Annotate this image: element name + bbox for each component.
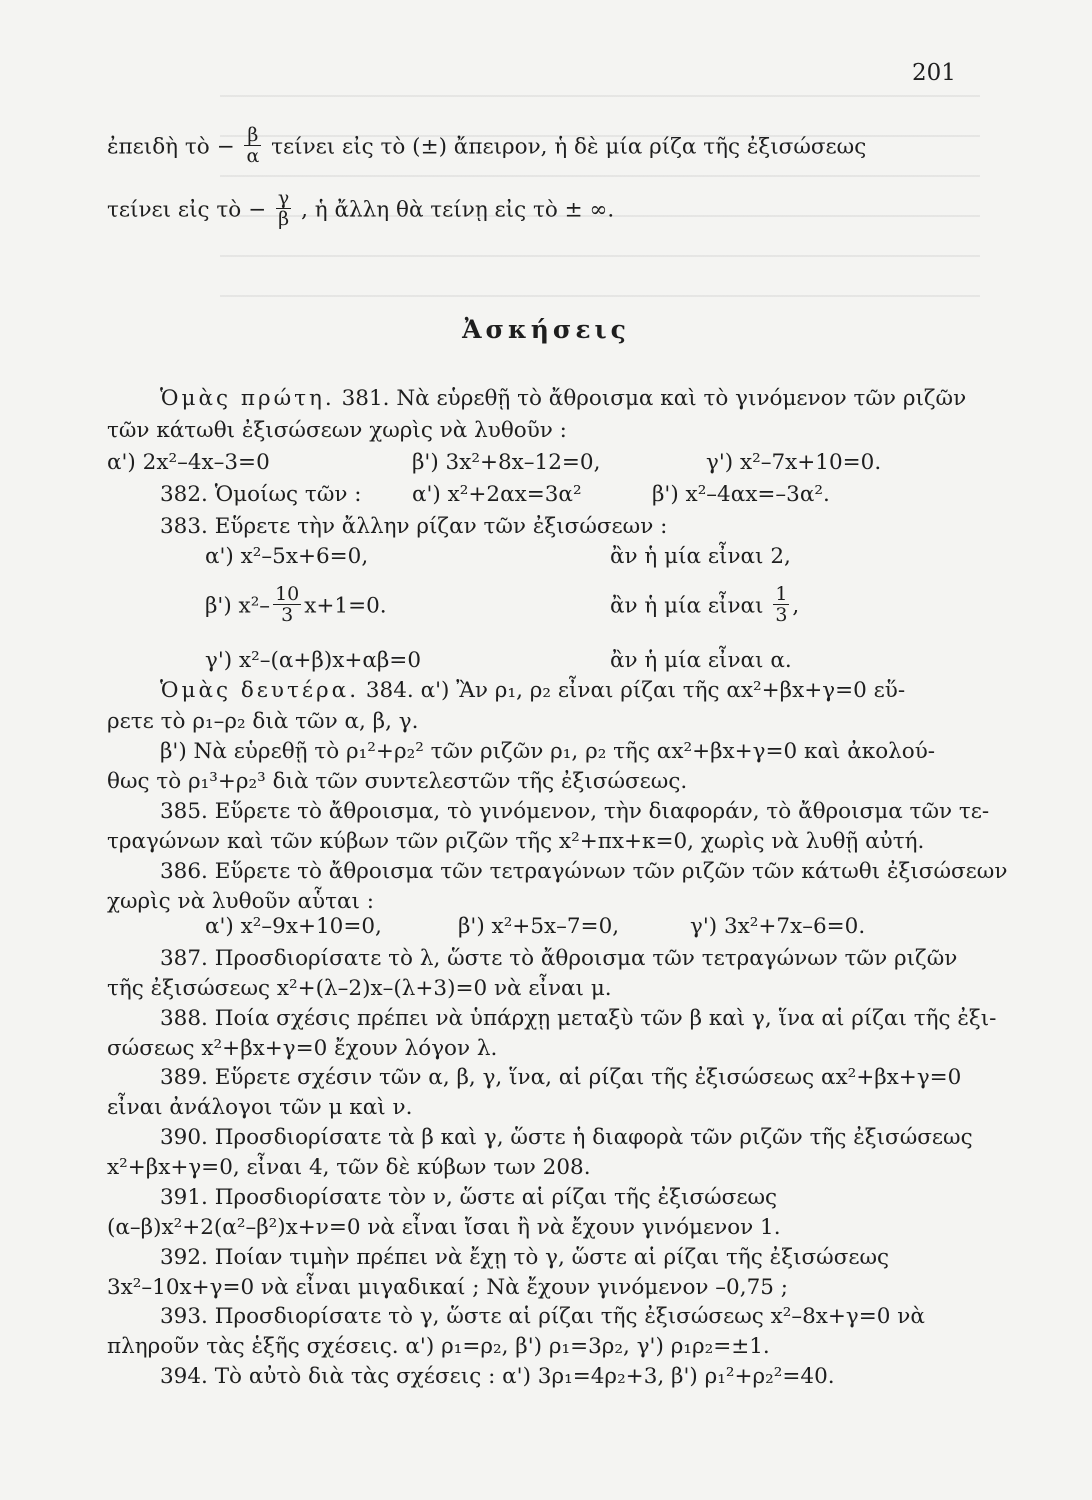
exercise-390-line-2: x²+βx+γ=0, εἶναι 4, τῶν δὲ κύβων των 208.	[107, 1155, 591, 1180]
exercise-383-a: α') x²–5x+6=0,	[205, 544, 369, 569]
fraction-10-over-3	[273, 584, 301, 625]
exercise-388-line-2: σώσεως x²+βx+γ=0 ἔχουν λόγον λ.	[107, 1036, 498, 1061]
fraction-denominator: α	[246, 145, 260, 167]
exercise-381-b: β') 3x²+8x–12=0,	[412, 450, 601, 475]
exercise-389-line-2: εἶναι ἀνάλογοι τῶν μ καὶ ν.	[107, 1095, 413, 1120]
exercise-383-b-cond-text: ἂν ἡ μία εἶναι	[610, 593, 764, 619]
exercise-383-a-condition: ἂν ἡ μία εἶναι 2,	[610, 544, 791, 569]
fraction-denominator: 3	[273, 604, 301, 625]
group-label-second: Ὁμὰς δευτέρα.	[160, 678, 360, 703]
fraction-denominator: β	[276, 208, 291, 229]
exercise-381-c: γ') x²–7x+10=0.	[706, 450, 882, 475]
exercise-383-b-cond-end: ,	[792, 593, 800, 619]
exercise-381-line-2: τῶν κάτωθι ἐξισώσεων χωρὶς νὰ λυθοῦν :	[107, 418, 567, 443]
exercise-383-b-condition	[610, 583, 800, 627]
exercise-386-line-1: 386. Εὕρετε τὸ ἄθροισμα τῶν τετραγώνων τῶν ριζῶν τῶν κάτωθι ἐξισώσεων	[160, 859, 1008, 884]
exercise-382-text: 382. Ὁμοίως τῶν :	[160, 482, 362, 507]
intro-line-2	[107, 187, 615, 231]
intro-line2-text-b: , ἡ ἄλλη θὰ τείνῃ εἰς τὸ ± ∞.	[301, 197, 615, 223]
fraction-beta-over-alpha	[244, 125, 261, 166]
exercise-383-b-pre: β') x²–	[205, 593, 271, 619]
exercise-393-line-1: 393. Προσδιορίσατε τὸ γ, ὥστε αἱ ρίζαι τῆς ἐξισώσεως x²–8x+γ=0 νὰ	[160, 1304, 925, 1329]
exercise-383-c: γ') x²–(α+β)x+αβ=0	[205, 648, 421, 673]
fraction-denominator: 3	[775, 604, 788, 626]
intro-line1-text-a: ἐπειδὴ τὸ	[107, 134, 210, 160]
exercise-393-line-2: πληροῦν τὰς ἑξῆς σχέσεις. α') ρ₁=ρ₂, β') ρ₁=3ρ₂, γ') ρ₁ρ₂=±1.	[107, 1334, 770, 1359]
exercise-386-b: β') x²+5x–7=0,	[458, 914, 620, 939]
exercise-381-a: α') 2x²–4x–3=0	[107, 450, 270, 475]
exercise-385-line-1: 385. Εὕρετε τὸ ἄθροισμα, τὸ γινόμενον, τὴν διαφοράν, τὸ ἄθροισμα τῶν τε-	[160, 799, 990, 824]
exercise-388-line-1: 388. Ποία σχέσις πρέπει νὰ ὑπάρχῃ μεταξὺ τῶν β καὶ γ, ἵνα αἱ ρίζαι τῆς ἐξι-	[160, 1006, 997, 1031]
fraction-gamma-over-beta	[276, 188, 291, 229]
exercise-384-line-1	[160, 677, 905, 705]
exercise-394-line-1: 394. Τὸ αὐτὸ διὰ τὰς σχέσεις : α') 3ρ₁=4ρ₂+3, β') ρ₁²+ρ₂²=40.	[160, 1364, 835, 1389]
exercise-391-line-2: (α–β)x²+2(α²–β²)x+ν=0 νὰ εἶναι ἴσαι ἢ νὰ ἔχουν γινόμενον 1.	[107, 1215, 781, 1240]
exercise-387-line-1: 387. Προσδιορίσατε τὸ λ, ὥστε τὸ ἄθροισμα τῶν τετραγώνων τῶν ριζῶν	[160, 946, 958, 971]
intro-line-1	[107, 124, 867, 168]
fraction-numerator: γ	[277, 187, 290, 209]
page-number: 201	[912, 60, 956, 86]
intro-line2-minus: −	[248, 197, 267, 223]
exercise-383-text: 383. Εὕρετε τὴν ἄλλην ρίζαν τῶν ἐξισώσεων :	[160, 514, 668, 539]
section-heading: Ἀσκήσεις	[462, 315, 630, 344]
fraction-numerator: 10	[275, 583, 300, 605]
intro-line1-text-b: τείνει εἰς τὸ (±) ἄπειρον, ἡ δὲ μία ρίζα τῆς ἐξισώσεως	[271, 134, 867, 160]
intro-line2-text-a: τείνει εἰς τὸ	[107, 197, 242, 223]
exercise-386-line-2: χωρὶς νὰ λυθοῦν αὗται :	[107, 889, 374, 914]
exercise-389-line-1: 389. Εὕρετε σχέσιν τῶν α, β, γ, ἵνα, αἱ ρίζαι τῆς ἐξισώσεως αx²+βx+γ=0	[160, 1065, 962, 1090]
exercise-391-line-1: 391. Προσδιορίσατε τὸν ν, ὥστε αἱ ρίζαι τῆς ἐξισώσεως	[160, 1185, 778, 1210]
exercise-384-line-2: ρετε τὸ ρ₁–ρ₂ διὰ τῶν α, β, γ.	[107, 709, 419, 734]
exercise-381-text: 381. Νὰ εὑρεθῇ τὸ ἄθροισμα καὶ τὸ γινόμενον τῶν ριζῶν	[341, 386, 967, 411]
exercise-390-line-1: 390. Προσδιορίσατε τὰ β καὶ γ, ὥστε ἡ διαφορὰ τῶν ριζῶν τῆς ἐξισώσεως	[160, 1125, 973, 1150]
exercise-382-b: β') x²–4αx=–3α².	[652, 482, 830, 507]
exercise-392-line-2: 3x²–10x+γ=0 νὰ εἶναι μιγαδικαί ; Νὰ ἔχουν γινόμενον –0,75 ;	[107, 1275, 789, 1300]
exercise-383-c-condition: ἂν ἡ μία εἶναι α.	[610, 648, 792, 673]
exercise-387-line-2: τῆς ἐξισώσεως x²+(λ–2)x–(λ+3)=0 νὰ εἶναι μ.	[107, 976, 612, 1001]
exercise-384-line-3: β') Νὰ εὑρεθῇ τὸ ρ₁²+ρ₂² τῶν ριζῶν ρ₁, ρ₂ τῆς αx²+βx+γ=0 καὶ ἀκολού-	[160, 739, 936, 764]
intro-line1-minus: −	[216, 134, 235, 160]
exercise-385-line-2: τραγώνων καὶ τῶν κύβων τῶν ριζῶν τῆς x²+πx+κ=0, χωρὶς νὰ λυθῇ αὐτή.	[107, 829, 925, 854]
group-label-first: Ὁμὰς πρώτη.	[160, 386, 335, 411]
fraction-1-over-3	[773, 584, 789, 625]
exercise-384-text: 384. α') Ἂν ρ₁, ρ₂ εἶναι ρίζαι τῆς αx²+βx+γ=0 εὕ-	[365, 678, 906, 703]
exercise-386-c: γ') 3x²+7x–6=0.	[690, 914, 866, 939]
exercise-383-b	[205, 583, 387, 627]
exercise-383-b-post: x+1=0.	[304, 593, 387, 619]
fraction-numerator: β	[247, 124, 259, 146]
exercise-384-line-4: θως τὸ ρ₁³+ρ₂³ διὰ τῶν συντελεστῶν τῆς ἐξισώσεως.	[107, 769, 688, 794]
exercise-382-a: α') x²+2αx=3α²	[412, 482, 582, 507]
fraction-numerator: 1	[775, 583, 788, 605]
exercise-392-line-1: 392. Ποίαν τιμὴν πρέπει νὰ ἔχῃ τὸ γ, ὥστε αἱ ρίζαι τῆς ἐξισώσεως	[160, 1245, 890, 1270]
exercise-386-a: α') x²–9x+10=0,	[205, 914, 382, 939]
exercise-381-line-1	[160, 385, 966, 413]
